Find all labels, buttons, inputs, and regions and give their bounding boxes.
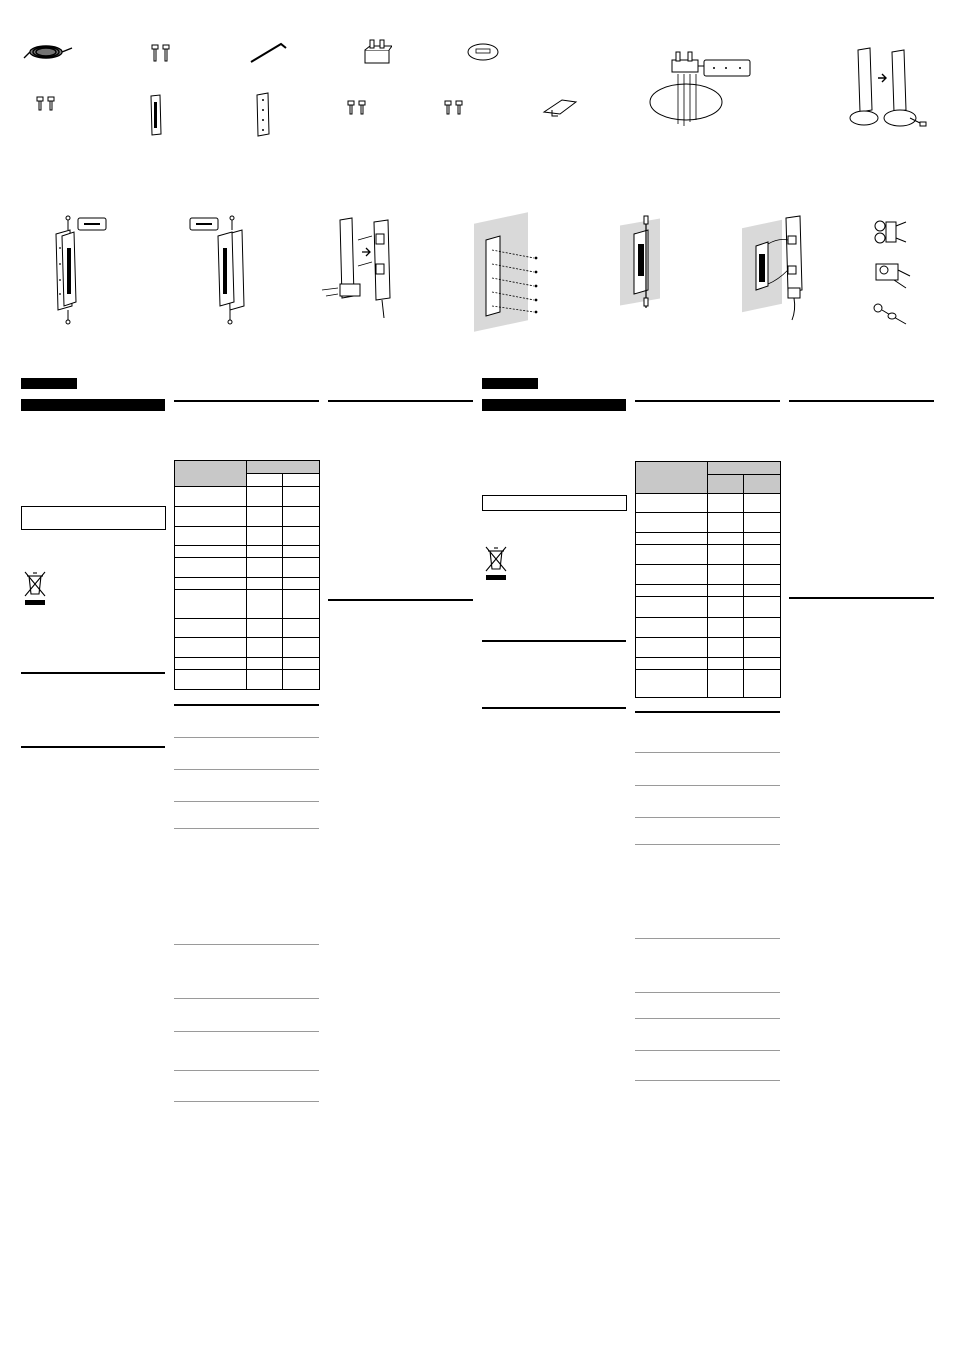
bracket-wide-icon: [254, 92, 272, 138]
clip-icon: [542, 96, 578, 118]
crossed-bin-icon: [22, 570, 48, 606]
table-row: [175, 546, 320, 558]
stand-assembly-figure: [646, 46, 758, 136]
section-rule: [328, 400, 473, 402]
parts-list: [0, 0, 954, 160]
table-header-cell: [247, 474, 283, 487]
screw-pair-icon: [35, 96, 57, 112]
table-row: [175, 487, 320, 507]
table-header-cell: [175, 461, 247, 487]
row-divider: [174, 944, 319, 945]
table-header-cell: [744, 475, 781, 494]
foot-pad-icon: [466, 42, 500, 62]
table-row: [636, 597, 781, 618]
terminal-connection-figure: [866, 212, 916, 328]
table-row: [636, 670, 781, 698]
section-rule: [21, 746, 165, 748]
warning-box: [482, 495, 627, 511]
table-row: [175, 638, 320, 658]
row-divider: [174, 828, 319, 829]
wall-mount-figure: [478, 226, 548, 326]
section-rule: [174, 400, 319, 402]
table-header-cell: [247, 461, 320, 474]
row-divider: [635, 1018, 780, 1019]
table-row: [636, 618, 781, 638]
screw-pair-icon: [150, 44, 172, 64]
table-row: [175, 527, 320, 546]
table-header-cell: [283, 474, 320, 487]
row-divider: [174, 769, 319, 770]
language-tab: [21, 378, 77, 389]
section-rule: [174, 704, 319, 706]
row-divider: [174, 1070, 319, 1071]
table-row: [636, 565, 781, 585]
table-row: [175, 578, 320, 590]
table-row: [636, 545, 781, 565]
section-heading-bar: [21, 399, 165, 411]
cord-routing-figure: [626, 212, 666, 312]
section-rule: [482, 640, 626, 642]
section-rule: [789, 597, 934, 599]
specifications-table: [635, 461, 781, 698]
table-row: [636, 658, 781, 670]
connector-block-icon: [362, 38, 392, 66]
table-row: [175, 619, 320, 638]
table-row: [636, 513, 781, 533]
warning-box: [21, 506, 166, 530]
table-row: [175, 658, 320, 670]
table-header-cell: [708, 475, 744, 494]
speaker-bracket-attach-figure: [318, 214, 398, 324]
bracket-screws-right-figure: [188, 214, 252, 326]
table-row: [636, 494, 781, 513]
row-divider: [174, 801, 319, 802]
table-row: [175, 670, 320, 690]
row-divider: [635, 1080, 780, 1081]
hex-wrench-icon: [249, 40, 289, 64]
row-divider: [635, 752, 780, 753]
specifications-table: [174, 460, 320, 690]
table-header-cell: [636, 462, 708, 494]
section-rule: [789, 400, 934, 402]
table-row: [175, 558, 320, 578]
row-divider: [635, 992, 780, 993]
table-row: [175, 507, 320, 527]
screw-pair-icon: [346, 100, 368, 116]
section-heading-bar: [482, 399, 626, 411]
language-tab: [482, 378, 538, 389]
row-divider: [174, 1101, 319, 1102]
row-divider: [635, 817, 780, 818]
hanging-speaker-figure: [748, 214, 808, 324]
bracket-screws-left-figure: [48, 214, 112, 326]
section-rule: [21, 672, 165, 674]
section-rule: [482, 707, 626, 709]
row-divider: [635, 938, 780, 939]
row-divider: [174, 737, 319, 738]
table-row: [636, 638, 781, 658]
screw-pair-icon: [443, 100, 465, 116]
section-rule: [635, 400, 780, 402]
speaker-on-stand-figure: [842, 44, 934, 132]
table-row: [636, 533, 781, 545]
section-rule: [328, 599, 473, 601]
row-divider: [635, 844, 780, 845]
speaker-cord-icon: [22, 40, 74, 66]
table-row: [636, 585, 781, 597]
bracket-narrow-icon: [148, 94, 164, 136]
crossed-bin-icon: [483, 545, 509, 581]
table-row: [175, 590, 320, 619]
installation-figures: [0, 200, 954, 340]
row-divider: [635, 1050, 780, 1051]
row-divider: [174, 998, 319, 999]
table-header-cell: [708, 462, 781, 475]
section-rule: [635, 711, 780, 713]
row-divider: [174, 1031, 319, 1032]
row-divider: [635, 785, 780, 786]
